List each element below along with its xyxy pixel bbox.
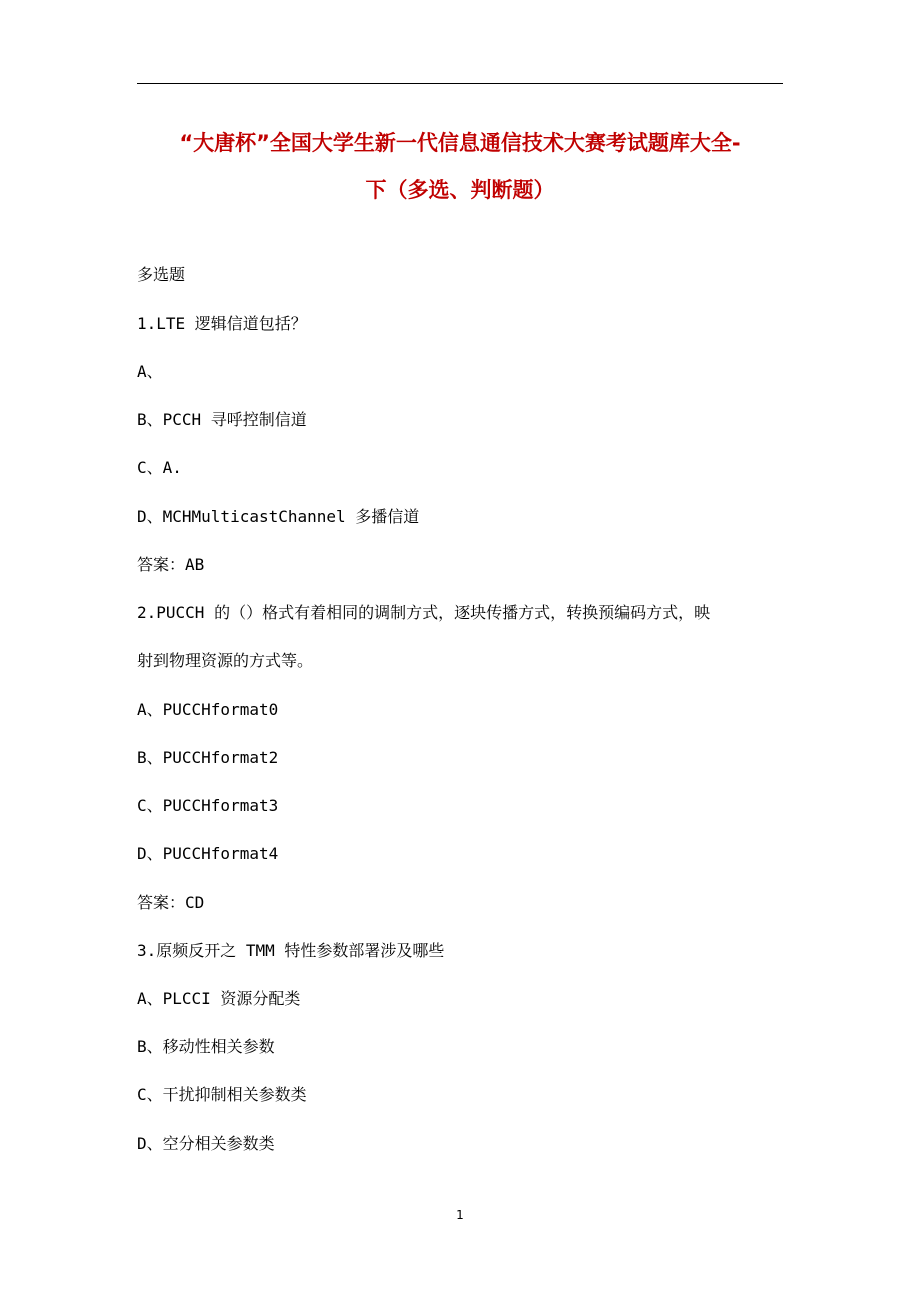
header-rule — [137, 83, 783, 84]
q2-question-line-1: 2.PUCCH 的（）格式有着相同的调制方式，逐块传播方式，转换预编码方式，映 — [137, 603, 711, 622]
q2-option-a: A、PUCCHformat0 — [137, 700, 279, 719]
q2-question-line-2: 射到物理资源的方式等。 — [137, 651, 314, 670]
section-heading: 多选题 — [137, 265, 186, 284]
q2-answer: 答案：CD — [137, 893, 205, 912]
q3-option-c: C、干扰抑制相关参数类 — [137, 1085, 307, 1104]
q2-option-c: C、PUCCHformat3 — [137, 796, 279, 815]
page-number: 1 — [456, 1208, 464, 1222]
q1-question: 1.LTE 逻辑信道包括？ — [137, 314, 307, 333]
q1-answer: 答案：AB — [137, 555, 205, 574]
q1-option-b: B、PCCH 寻呼控制信道 — [137, 410, 307, 429]
title-line-2: 下（多选、判断题） — [365, 178, 555, 202]
q3-question: 3.原频反开之 TMM 特性参数部署涉及哪些 — [137, 941, 445, 960]
q1-option-c: C、A. — [137, 458, 182, 477]
q3-option-d: D、空分相关参数类 — [137, 1134, 275, 1153]
document-title — [130, 120, 790, 214]
q1-option-a: A、 — [137, 362, 163, 381]
q2-option-d: D、PUCCHformat4 — [137, 844, 279, 863]
q2-option-b: B、PUCCHformat2 — [137, 748, 279, 767]
q1-option-d: D、MCHMulticastChannel 多播信道 — [137, 507, 420, 526]
q3-option-a: A、PLCCI 资源分配类 — [137, 989, 301, 1008]
q3-option-b: B、移动性相关参数 — [137, 1037, 275, 1056]
title-line-1: “大唐杯”全国大学生新一代信息通信技术大赛考试题库大全- — [179, 131, 741, 155]
